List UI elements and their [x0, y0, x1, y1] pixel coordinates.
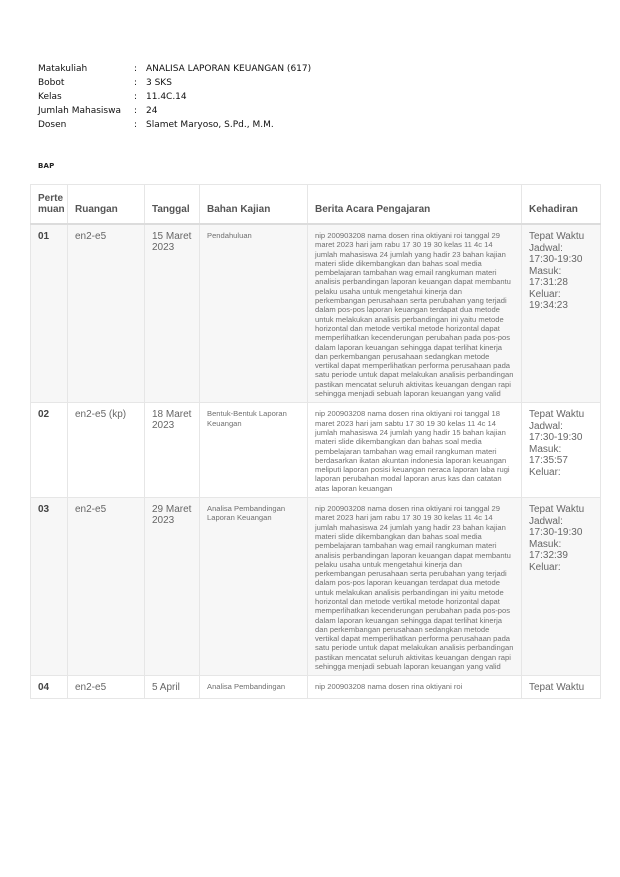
cell-berita-acara: nip 200903208 nama dosen rina oktiyani roi tanggal 29 maret 2023 hari jam rabu 17 30 19 30 kelas 11 4c 14 jumlah mahasiswa 24 jumlah yang hadir 23 bahan kajian materi slide dikembangkan dan bahas soal media pembelajaran tambahan wag email rangkuman materi analisis perbandingan laporan keuangan dapat membantu pelaku usaha untuk mengetahui kinerja dan perkembangan perusahaan serta perubahan yang terjadi dalam pos-pos laporan keuangan terdapat dua metode untuk melakukan analisis perbandingan ini yaitu metode horizontal dan metode vertikal metode horizontal dapat memperlihatkan kecenderungan perubahan pada pos-pos dalam laporan keuangan sehingga dapat terlihat kinerja dan perkembangan perusahaan sedangkan metode vertikal dapat memperlihatkan performa perusahaan pada satu periode untuk dapat melakukan analisis perbandingan pastikan mencatat seluruh aktivitas keuangan dengan rapi sehingga menjadi sebuah laporan keuangan yang valid	[308, 224, 522, 403]
kehadiran-line: Masuk:	[529, 538, 562, 550]
course-info-value: 11.4C.14	[146, 92, 187, 102]
cell-kehadiran	[522, 403, 601, 498]
table-row	[31, 403, 601, 498]
kehadiran-line: 17:31:28	[529, 277, 568, 288]
table-row	[31, 498, 601, 676]
header-berita-acara: Berita Acara Pengajaran	[308, 185, 522, 225]
cell-pertemuan: 02	[31, 403, 68, 498]
table-header-row	[31, 185, 601, 225]
course-info-row	[38, 78, 311, 92]
cell-pertemuan: 01	[31, 224, 68, 403]
kehadiran-line: Masuk:	[529, 265, 562, 277]
cell-ruangan: en2-e5	[68, 676, 145, 699]
kehadiran-line: Jadwal:	[529, 515, 563, 527]
course-info-value: ANALISA LAPORAN KEUANGAN (617)	[146, 64, 312, 74]
course-info-separator: :	[134, 64, 138, 74]
cell-ruangan: en2-e5	[68, 224, 145, 403]
cell-berita-acara: nip 200903208 nama dosen rina oktiyani roi tanggal 29 maret 2023 hari jam rabu 17 30 19 30 kelas 11 4c 14 jumlah mahasiswa 24 jumlah yang hadir 23 bahan kajian materi slide dikembangkan dan bahas soal media pembelajaran tambahan wag email rangkuman materi analisis perbandingan laporan keuangan dapat membantu pelaku usaha untuk mengetahui kinerja dan perkembangan perusahaan serta perubahan yang terjadi dalam pos-pos laporan keuangan terdapat dua metode untuk melakukan analisis perbandingan ini yaitu metode horizontal dan metode vertikal metode horizontal dapat memperlihatkan kecenderungan perubahan pada pos-pos dalam laporan keuangan sehingga dapat terlihat kinerja dan perkembangan perusahaan sedangkan metode vertikal dapat memperlihatkan performa perusahaan pada satu periode untuk dapat melakukan analisis perbandingan pastikan mencatat seluruh aktivitas keuangan dengan rapi sehingga menjadi sebuah laporan keuangan yang valid	[308, 498, 522, 676]
bap-table	[30, 184, 601, 699]
course-info-separator: :	[134, 106, 138, 116]
cell-bahan-kajian: Analisa Pembandingan	[200, 676, 308, 699]
cell-bahan-kajian: Pendahuluan	[200, 224, 308, 403]
kehadiran-line: Tepat Waktu	[529, 231, 585, 242]
cell-bahan-kajian: Analisa Pembandingan Laporan Keuangan	[200, 498, 308, 676]
cell-tanggal: 29 Maret 2023	[145, 498, 200, 676]
course-info-value: 24	[146, 106, 158, 116]
course-info-row	[38, 120, 311, 134]
course-info-key: Kelas	[38, 92, 62, 102]
cell-kehadiran	[522, 676, 601, 699]
cell-kehadiran	[522, 498, 601, 676]
section-title: BAP	[38, 162, 55, 170]
course-info-value: Slamet Maryoso, S.Pd., M.M.	[146, 120, 274, 130]
header-pertemuan: Perte muan	[31, 185, 68, 225]
course-info-row	[38, 92, 311, 106]
cell-pertemuan: 03	[31, 498, 68, 676]
kehadiran-line: Tepat Waktu	[529, 682, 585, 694]
cell-pertemuan: 04	[31, 676, 68, 699]
cell-tanggal: 5 April	[145, 676, 200, 699]
cell-kehadiran	[522, 224, 601, 403]
cell-bahan-kajian: Bentuk-Bentuk Laporan Keuangan	[200, 403, 308, 498]
kehadiran-line: 17:32:39	[529, 550, 568, 562]
cell-tanggal: 15 Maret 2023	[145, 224, 200, 403]
header-ruangan: Ruangan	[68, 185, 145, 225]
cell-ruangan: en2-e5 (kp)	[68, 403, 145, 498]
course-info-key: Jumlah Mahasiswa	[38, 106, 121, 116]
header-bahan-kajian: Bahan Kajian	[200, 185, 308, 225]
kehadiran-line: 17:30-19:30	[529, 254, 583, 265]
kehadiran-line: 17:35:57	[529, 455, 568, 467]
kehadiran-line: 17:30-19:30	[529, 432, 583, 444]
kehadiran-line: Keluar:	[529, 288, 561, 300]
course-info-separator: :	[134, 92, 138, 102]
course-info-separator: :	[134, 120, 138, 130]
header-kehadiran: Kehadiran	[522, 185, 601, 225]
kehadiran-line: Keluar:	[529, 561, 561, 573]
header-tanggal: Tanggal	[145, 185, 200, 225]
course-info-separator: :	[134, 78, 138, 88]
kehadiran-line: 17:30-19:30	[529, 527, 583, 539]
table-row	[31, 224, 601, 403]
cell-berita-acara: nip 200903208 nama dosen rina oktiyani roi tanggal 18 maret 2023 hari jam sabtu 17 30 19 30 kelas 11 4c 14 jumlah mahasiswa 24 jumlah yang hadir 15 bahan kajian materi slide dikembangkan dan bahas soal media pembelajaran tambahan wag email rangkuman materi berdasarkan ikatan akuntan indonesia laporan keuangan meliputi laporan posisi keuangan neraca laporan laba rugi laporan perubahan modal laporan arus kas dan catatan atas laporan keuangan	[308, 403, 522, 498]
table-row	[31, 676, 601, 699]
kehadiran-line: Tepat Waktu	[529, 504, 585, 516]
cell-ruangan: en2-e5	[68, 498, 145, 676]
kehadiran-line: Keluar:	[529, 466, 561, 478]
course-info	[38, 64, 311, 134]
course-info-key: Bobot	[38, 78, 65, 88]
cell-tanggal: 18 Maret 2023	[145, 403, 200, 498]
kehadiran-line: Masuk:	[529, 443, 562, 455]
kehadiran-line: 19:34:23	[529, 300, 568, 311]
kehadiran-line: Jadwal:	[529, 242, 563, 254]
kehadiran-line: Jadwal:	[529, 420, 563, 432]
kehadiran-line: Tepat Waktu	[529, 409, 585, 421]
course-info-value: 3 SKS	[146, 78, 172, 88]
course-info-row	[38, 64, 311, 78]
course-info-row	[38, 106, 311, 120]
cell-berita-acara: nip 200903208 nama dosen rina oktiyani roi	[308, 676, 522, 699]
course-info-key: Dosen	[38, 120, 67, 130]
course-info-key: Matakuliah	[38, 64, 88, 74]
